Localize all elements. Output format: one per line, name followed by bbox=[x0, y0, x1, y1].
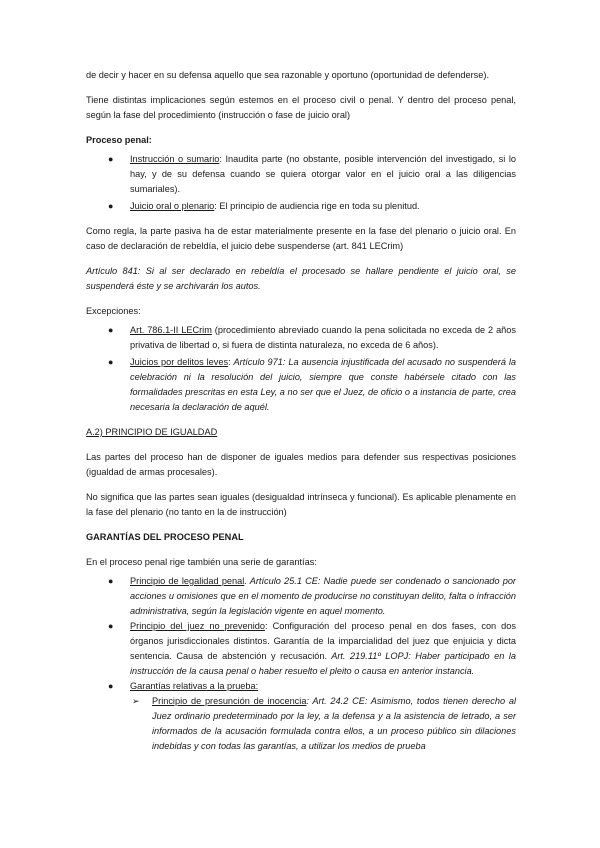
subitem-text: : Art. 24.2 CE: Asimismo, todos tienen derecho al Juez ordinario predeterminado por la ley, a la defensa y a la asistencia de letrado, a ser informados de la acusación formulada contra ellos, a un proceso público sin dilaciones indebidas y con todas las garantías, a utilizar los medios de prueba bbox=[152, 696, 516, 751]
item-label: Juicio oral o plenario bbox=[130, 201, 215, 211]
item-text: . Artículo 25.1 CE: Nadie puede ser condenado o sancionado por acciones u omisiones que en el momento de producirse no constituyan delito, falta o infracción administrativa, según la legislación vigente en aquel momento. bbox=[130, 576, 516, 616]
heading-garantias: GARANTÍAS DEL PROCESO PENAL bbox=[86, 532, 244, 542]
sublist-item bbox=[130, 694, 516, 754]
paragraph-implicaciones: Tiene distintas implicaciones según estemos en el proceso civil o penal. Y dentro del proceso penal, según la fase del procedimiento (instrucción o fase de juicio oral) bbox=[86, 95, 516, 120]
heading-excepciones: Excepciones: bbox=[86, 306, 141, 316]
list-item bbox=[108, 355, 516, 415]
paragraph-igualdad-1: Las partes del proceso han de disponer de iguales medios para defender sus respectivas posiciones (igualdad de armas procesales). bbox=[86, 452, 516, 477]
item-text: : Inaudita parte (no obstante, posible intervención del investigado, si lo hay, y de su defensa cuando se quiera otorgar valor en el juicio oral a las diligencias sumariales). bbox=[130, 154, 516, 194]
item-text: : bbox=[228, 357, 234, 367]
subitem-label: Principio de presunción de inocencia bbox=[152, 696, 307, 706]
bullet-icon: ● bbox=[108, 576, 114, 586]
list-item bbox=[108, 619, 516, 679]
item-quote: Art. 219.11º LOPJ: Haber participado en la instrucción de la causa penal o haber resuelto el pleito o causa en anterior instancia. bbox=[130, 651, 516, 676]
bullet-icon: ● bbox=[108, 325, 114, 335]
bullet-icon: ● bbox=[108, 357, 114, 367]
item-quote: Artículo 971: La ausencia injustificada del acusado no suspenderá la celebración ni la resolución del juicio, siempre que conste habérsele citado con las formalidades prescritas en esta Ley, a no ser que el Juez, de oficio o a instancia de parte, crea necesaria la declaración de aquél. bbox=[130, 357, 516, 412]
list-item bbox=[108, 152, 516, 197]
bullet-icon: ● bbox=[108, 681, 114, 691]
item-label: Garantías relativas a la prueba: bbox=[130, 681, 259, 691]
paragraph-intro: de decir y hacer en su defensa aquello que sea razonable y oportuno (oportunidad de defenderse). bbox=[86, 70, 489, 80]
paragraph-garantias-intro: En el proceso penal rige también una serie de garantías: bbox=[86, 557, 317, 567]
section-a2-heading: A.2) PRINCIPIO DE IGUALDAD bbox=[86, 427, 218, 437]
item-label: Juicios por delitos leves bbox=[130, 357, 229, 367]
item-text: (procedimiento abreviado cuando la pena solicitada no exceda de 2 años privativa de libertad o, si fuera de distinta naturaleza, no exceda de 6 años). bbox=[130, 325, 516, 350]
bullet-icon: ● bbox=[108, 621, 114, 631]
list-garantias bbox=[86, 574, 516, 754]
list-proceso-penal bbox=[86, 152, 516, 214]
quote-articulo-841: Artículo 841: Si al ser declarado en rebeldía el procesado se hallare pendiente el juicio oral, se suspenderá éste y se archivarán los autos. bbox=[86, 266, 516, 291]
list-item bbox=[108, 679, 516, 754]
item-text: : Configuración del proceso penal en dos fases, con dos órganos jurisdiccionales distintos. Garantía de la imparcialidad del juez que enjuicia y dicta sentencia. Causa de abstención y recusación. bbox=[130, 621, 516, 661]
paragraph-regla: Como regla, la parte pasiva ha de estar materialmente presente en la fase del plenario o juicio oral. En caso de declaración de rebeldía, el juicio debe suspenderse (art. 841 LECrim) bbox=[86, 226, 516, 251]
item-text: : El principio de audiencia rige en toda su plenitud. bbox=[214, 201, 420, 211]
heading-proceso-penal: Proceso penal: bbox=[86, 135, 152, 145]
bullet-icon: ● bbox=[108, 201, 114, 211]
item-label: Instrucción o sumario bbox=[130, 154, 220, 164]
arrow-right-icon: ➢ bbox=[132, 696, 140, 706]
document-page bbox=[86, 68, 516, 754]
list-excepciones bbox=[86, 323, 516, 415]
item-label: Principio del juez no prevenido bbox=[130, 621, 265, 631]
list-item bbox=[108, 323, 516, 353]
list-item bbox=[108, 199, 516, 214]
bullet-icon: ● bbox=[108, 154, 114, 164]
item-label: Art. 786.1-II LECrim bbox=[130, 325, 212, 335]
sublist-prueba bbox=[130, 694, 516, 754]
item-label: Principio de legalidad penal bbox=[130, 576, 245, 586]
paragraph-igualdad-2: No significa que las partes sean iguales (desigualdad intrínseca y funcional). Es aplicable plenamente en la fase del plenario (no tanto en la de instrucción) bbox=[86, 492, 516, 517]
list-item bbox=[108, 574, 516, 619]
